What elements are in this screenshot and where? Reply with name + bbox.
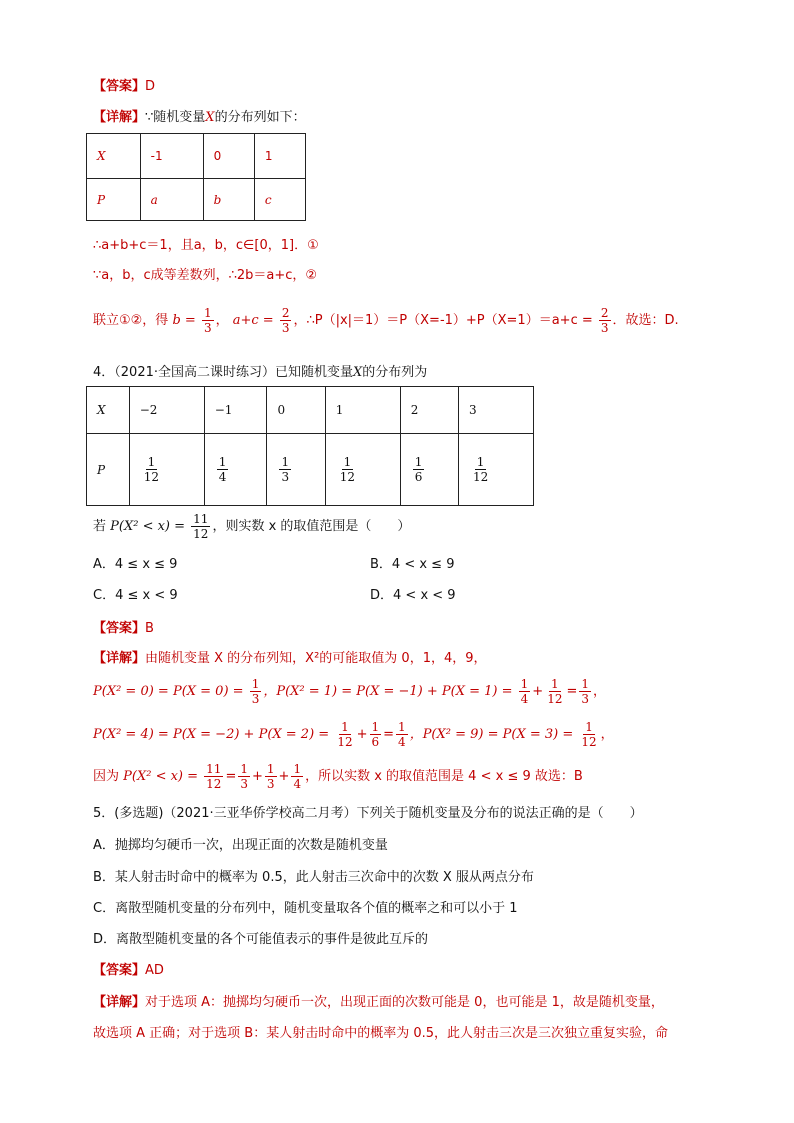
- fraction: $\frac{1}{4}$: [218, 455, 227, 484]
- q4-answer-line: [93, 619, 154, 639]
- fraction: $\frac{1}{3}$: [281, 455, 290, 484]
- fraction: $\frac{11}{12}$: [193, 512, 209, 541]
- detail-tag: 【详解】: [93, 651, 146, 666]
- fraction: $\frac{1}{4}$: [293, 762, 302, 791]
- answer-tag: 【答案】: [93, 963, 146, 978]
- q3-answer-line: [93, 77, 155, 97]
- q5-detail-line2: 故选项 A 正确；对于选项 B：某人射击时命中的概率为 0.5，此人射击三次是三次独立重复实验，命: [93, 1026, 669, 1041]
- table-cell: b: [203, 179, 254, 221]
- q4-condition: 若 P(X² < x) = $\frac{11}{12}$ ，则实数 x 的取值范围是（ ）: [93, 512, 411, 541]
- q4-stem: 4．（2021·全国高二课时练习）已知随机变量X的分布列为: [93, 365, 428, 380]
- fraction: $\frac{1}{3}$: [240, 762, 248, 791]
- table-cell: 1: [325, 387, 400, 434]
- q5-option-a: A．抛掷均匀硬币一次，出现正面的次数是随机变量: [93, 838, 388, 853]
- fraction: $\frac{11}{12}$: [206, 762, 222, 791]
- table-cell: -1: [140, 134, 203, 179]
- q5-detail-line1: 【详解】对于选项 A：抛掷均匀硬币一次，出现正面的次数可能是 0，也可能是 1，故是随机变量，: [93, 995, 664, 1010]
- q3-distribution-table: [86, 133, 306, 221]
- fraction: $\frac{2}{3}$: [600, 306, 609, 335]
- q5-stem: 5．(多选题)（2021·三亚华侨学校高二月考）下列关于随机变量及分布的说法正确的是（ ）: [93, 806, 643, 821]
- q4-distribution-table: [86, 386, 534, 506]
- fraction: $\frac{1}{12}$: [339, 455, 356, 484]
- answer-value: B: [145, 621, 154, 636]
- fraction: $\frac{2}{3}$: [281, 306, 290, 335]
- table-cell: 0: [203, 134, 254, 179]
- q4-equation-1: P(X² = 0) = P(X = 0) = $\frac{1}{3}$ ，P(X² = 1) = P(X = −1) + P(X = 1) = $\frac{1}{4}$ + $\frac{1}{12}$ = $\frac{1}{3}$ ，: [93, 677, 607, 706]
- fraction: $\frac{1}{12}$: [143, 455, 160, 484]
- table-cell: [267, 434, 325, 506]
- q4-option-b: B．4 < x ≤ 9: [370, 557, 455, 572]
- fraction: $\frac{1}{12}$: [472, 455, 489, 484]
- detail-tag: 【详解】: [93, 995, 146, 1010]
- q4-equation-3: 因为 P(X² < x) = $\frac{11}{12}$ = $\frac{1}{3}$ + $\frac{1}{3}$ + $\frac{1}{4}$ ，所以实数 x 的取值范围是 4 < x ≤ 9 故选：B: [93, 762, 583, 791]
- table-cell: [400, 434, 458, 506]
- fraction: $\frac{1}{6}$: [371, 720, 380, 749]
- fraction: $\frac{1}{12}$: [581, 720, 597, 749]
- fraction: $\frac{1}{3}$: [203, 306, 212, 335]
- q3-detail-intro: 【详解】∵随机变量X的分布列如下：: [93, 110, 306, 125]
- q5-option-c: C．离散型随机变量的分布列中，随机变量取各个值的概率之和可以小于 1: [93, 901, 518, 916]
- q3-detail-line1: ∴a+b+c＝1，且a，b，c∈[0，1]．①: [93, 238, 319, 253]
- fraction: $\frac{1}{12}$: [547, 677, 563, 706]
- q3-detail-line2: ∵a，b，c成等差数列，∴2b＝a+c，②: [93, 268, 318, 283]
- table-cell: [129, 434, 204, 506]
- fraction: $\frac{1}{12}$: [337, 720, 353, 749]
- fraction: $\frac{1}{4}$: [398, 720, 406, 749]
- q5-option-d: D．离散型随机变量的各个可能值表示的事件是彼此互斥的: [93, 932, 429, 947]
- table-cell: [325, 434, 400, 506]
- table-cell: [458, 434, 533, 506]
- table-cell: 1: [254, 134, 305, 179]
- table-cell: [204, 434, 267, 506]
- q5-answer-line: [93, 961, 164, 981]
- q3-detail-line3: 联立①②，得 b = $\frac{1}{3}$ ， a+c = $\frac{2}{3}$ ，∴P（|x|＝1）＝P（X=-1）+P（X=1）＝a+c = $\frac{2}{3}$ ．故选：D.: [93, 306, 679, 335]
- q4-equation-2: P(X² = 4) = P(X = −2) + P(X = 2) = $\frac{1}{12}$ + $\frac{1}{6}$ = $\frac{1}{4}$ ，P(X² = 9) = P(X = 3) = $\frac{1}{12}$ ，: [93, 720, 614, 749]
- table-cell: c: [254, 179, 305, 221]
- table-cell: X: [87, 387, 130, 434]
- q4-option-d: D．4 < x < 9: [370, 588, 456, 603]
- q4-option-a: A．4 ≤ x ≤ 9: [93, 557, 178, 572]
- table-cell: X: [87, 134, 141, 179]
- fraction: $\frac{1}{3}$: [251, 677, 260, 706]
- answer-value: AD: [145, 963, 164, 978]
- fraction: $\frac{1}{6}$: [414, 455, 423, 484]
- q4-option-c: C．4 ≤ x < 9: [93, 588, 178, 603]
- q4-detail-line1: 【详解】由随机变量 X 的分布列知，X²的可能取值为 0，1，4，9，: [93, 651, 487, 666]
- answer-value: D: [145, 79, 156, 94]
- table-cell: a: [140, 179, 203, 221]
- fraction: $\frac{1}{3}$: [266, 762, 275, 791]
- table-cell: P: [87, 434, 130, 506]
- q5-option-b: B．某人射击时命中的概率为 0.5，此人射击三次命中的次数 X 服从两点分布: [93, 870, 534, 885]
- table-cell: 0: [267, 387, 325, 434]
- answer-tag: 【答案】: [93, 79, 146, 94]
- table-cell: −2: [129, 387, 204, 434]
- detail-tag: 【详解】: [93, 110, 146, 125]
- fraction: $\frac{1}{3}$: [581, 677, 590, 706]
- table-cell: P: [87, 179, 141, 221]
- table-cell: 2: [400, 387, 458, 434]
- table-cell: −1: [204, 387, 267, 434]
- table-cell: 3: [458, 387, 533, 434]
- answer-tag: 【答案】: [93, 621, 146, 636]
- fraction: $\frac{1}{4}$: [520, 677, 529, 706]
